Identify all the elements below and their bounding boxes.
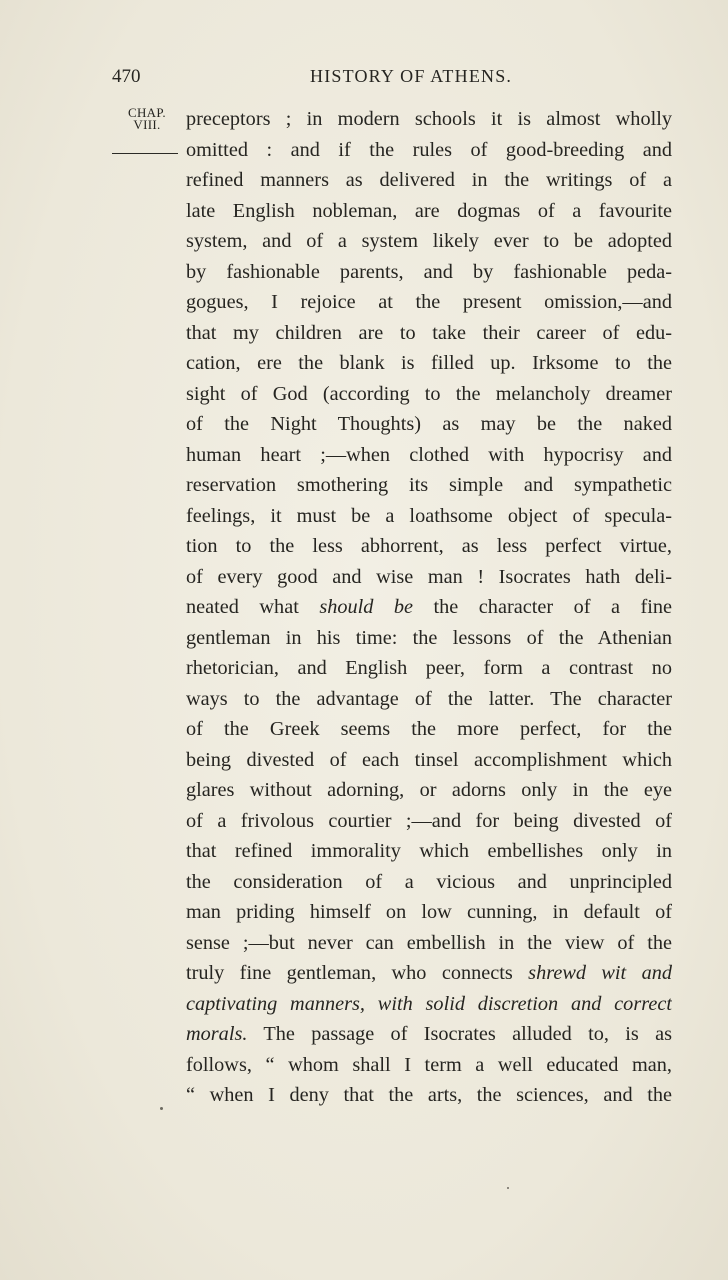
text-segment: reservation smothering its simple and sympathetic <box>186 474 672 496</box>
paper-speck <box>507 1187 509 1189</box>
text-line <box>186 836 672 867</box>
text-segment: of the Greek seems the more perfect, for the <box>186 718 672 740</box>
paper-speck <box>160 1107 163 1110</box>
text-line <box>186 1050 672 1081</box>
text-segment: by fashionable parents, and by fashionable peda- <box>186 260 672 283</box>
text-segment: the consideration of a vicious and unprincipled <box>186 870 672 893</box>
text-segment: being divested of each tinsel accomplishment which <box>186 748 672 771</box>
text-line <box>186 409 672 440</box>
text-line <box>186 196 672 227</box>
italic-phrase: should be <box>319 596 414 618</box>
text-segment: of a frivolous courtier ;—and for being divested of <box>186 809 672 832</box>
text-segment: gogues, I rejoice at the present omission,—and <box>186 291 672 313</box>
text-line <box>186 897 672 928</box>
text-line <box>186 318 672 349</box>
page-number: 470 <box>112 66 141 87</box>
text-line <box>186 958 672 989</box>
text-line <box>186 775 672 806</box>
text-line <box>186 562 672 593</box>
text-line <box>186 745 672 776</box>
text-segment: “ when I deny that the arts, the sciences, and the <box>186 1084 672 1106</box>
text-segment: that refined immorality which embellishes only in <box>186 840 672 862</box>
text-line <box>186 226 672 257</box>
text-segment: omitted : and if the rules of good-breeding and <box>186 138 672 161</box>
text-segment: rhetorician, and English peer, form a contrast no <box>186 657 672 679</box>
text-line <box>186 470 672 501</box>
text-line <box>186 1080 672 1111</box>
chapter-number: VIII. <box>133 117 161 132</box>
marginal-rule <box>112 153 178 154</box>
text-line <box>186 104 672 135</box>
text-segment: of the Night Thoughts) as may be the naked <box>186 413 672 435</box>
text-line <box>186 348 672 379</box>
text-segment: gentleman in his time: the lessons of the Athenian <box>186 626 672 649</box>
text-segment: cation, ere the blank is filled up. Irksome to the <box>186 352 672 374</box>
text-line <box>186 135 672 166</box>
text-line <box>186 806 672 837</box>
text-line <box>186 989 672 1020</box>
text-segment: tion to the less abhorrent, as less perfect virtue, <box>186 535 672 557</box>
text-segment: human heart ;—when clothed with hypocrisy and <box>186 443 672 466</box>
text-segment: neated what <box>186 596 320 618</box>
italic-phrase: captivating manners, with solid discretion and correct <box>186 992 672 1015</box>
text-line <box>186 531 672 562</box>
body-text <box>186 104 672 1111</box>
text-segment: feelings, it must be a loathsome object of specula- <box>186 504 672 527</box>
text-segment: truly fine gentleman, who connects <box>186 962 529 984</box>
text-segment: follows, “ whom shall I term a well educated man, <box>186 1053 672 1076</box>
text-segment: ways to the advantage of the latter. The character <box>186 687 672 710</box>
text-line <box>186 653 672 684</box>
text-line <box>186 287 672 318</box>
text-line <box>186 1019 672 1050</box>
text-segment: sense ;—but never can embellish in the view of the <box>186 931 672 954</box>
text-line <box>186 867 672 898</box>
running-head: HISTORY OF ATHENS. <box>310 66 513 86</box>
text-line <box>186 592 672 623</box>
text-line <box>186 440 672 471</box>
text-segment: the character of a fine <box>413 596 672 618</box>
text-line <box>186 684 672 715</box>
text-segment: man priding himself on low cunning, in default of <box>186 901 672 923</box>
text-line <box>186 714 672 745</box>
text-segment: The passage of Isocrates alluded to, is as <box>247 1023 672 1045</box>
italic-phrase: shrewd wit and <box>528 962 672 984</box>
text-line <box>186 257 672 288</box>
text-segment: preceptors ; in modern schools it is almost wholly <box>186 108 672 130</box>
chapter-label: CHAP. <box>128 105 166 120</box>
text-line <box>186 623 672 654</box>
text-segment: late English nobleman, are dogmas of a favourite <box>186 199 672 222</box>
text-segment: of every good and wise man ! Isocrates hath deli- <box>186 565 672 588</box>
text-segment: glares without adorning, or adorns only in the eye <box>186 779 672 801</box>
chapter-marginal-note <box>112 107 182 131</box>
text-segment: sight of God (according to the melancholy dreamer <box>186 382 672 405</box>
text-line <box>186 928 672 959</box>
italic-phrase: morals. <box>186 1023 248 1045</box>
text-line <box>186 379 672 410</box>
page-header <box>112 66 672 92</box>
text-segment: refined manners as delivered in the writings of a <box>186 169 672 191</box>
text-line <box>186 165 672 196</box>
text-line <box>186 501 672 532</box>
text-segment: system, and of a system likely ever to be adopted <box>186 230 672 252</box>
text-segment: that my children are to take their career of edu- <box>186 321 672 344</box>
